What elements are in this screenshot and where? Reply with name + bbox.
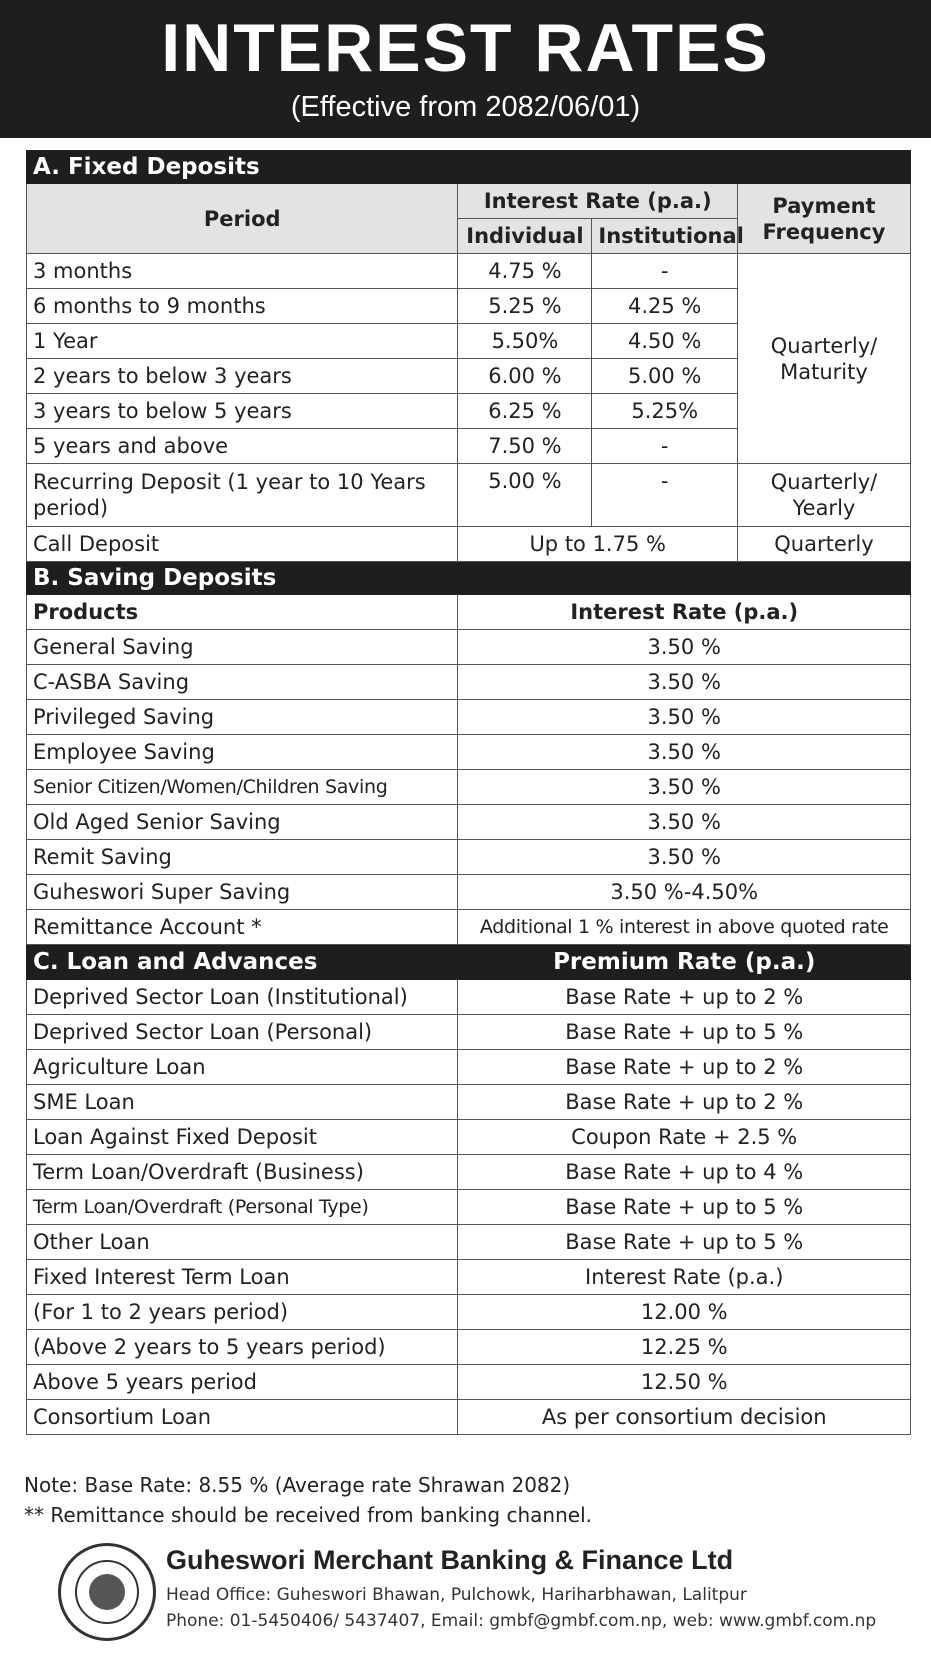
notes bbox=[24, 1470, 592, 1530]
period-cell: 5 years and above bbox=[27, 429, 458, 464]
product-cell: Privileged Saving bbox=[27, 700, 458, 735]
table-row bbox=[27, 527, 911, 562]
table-row bbox=[27, 910, 911, 945]
individual-rate: 5.25 % bbox=[458, 289, 592, 324]
section-loan-advances: C. Loan and Advances bbox=[27, 945, 458, 980]
rate-cell: Base Rate + up to 5 % bbox=[458, 1015, 911, 1050]
individual-rate: 6.00 % bbox=[458, 359, 592, 394]
product-cell: (Above 2 years to 5 years period) bbox=[27, 1330, 458, 1365]
table-row bbox=[27, 665, 911, 700]
rate-cell: 3.50 % bbox=[458, 630, 911, 665]
rate-cell: Coupon Rate + 2.5 % bbox=[458, 1120, 911, 1155]
product-cell: Consortium Loan bbox=[27, 1400, 458, 1435]
rate-cell: 3.50 % bbox=[458, 840, 911, 875]
rate-cell: Interest Rate (p.a.) bbox=[458, 1260, 911, 1295]
period-cell: Call Deposit bbox=[27, 527, 458, 562]
contact-info: Phone: 01-5450406/ 5437407, Email: gmbf@gmbf.com.np, web: www.gmbf.com.np bbox=[166, 1611, 877, 1631]
section-fixed-deposits: A. Fixed Deposits bbox=[27, 151, 911, 184]
frequency-quarterly-yearly: Quarterly/ Yearly bbox=[737, 464, 910, 527]
col-saving-rate: Interest Rate (p.a.) bbox=[458, 595, 911, 630]
col-period: Period bbox=[27, 184, 458, 254]
col-institutional: Institutional bbox=[592, 219, 738, 254]
individual-rate: 6.25 % bbox=[458, 394, 592, 429]
rate-cell: 3.50 %-4.50% bbox=[458, 875, 911, 910]
table-row bbox=[27, 875, 911, 910]
product-cell: Deprived Sector Loan (Institutional) bbox=[27, 980, 458, 1015]
product-cell: Deprived Sector Loan (Personal) bbox=[27, 1015, 458, 1050]
company-name: Guheswori Merchant Banking & Finance Ltd bbox=[166, 1545, 734, 1575]
frequency-quarterly-maturity: Quarterly/ Maturity bbox=[737, 254, 910, 464]
company-seal-icon bbox=[58, 1543, 156, 1641]
note-base-rate: Note: Base Rate: 8.55 % (Average rate Shrawan 2082) bbox=[24, 1473, 571, 1497]
rate-cell: Base Rate + up to 5 % bbox=[458, 1190, 911, 1225]
product-cell: Term Loan/Overdraft (Business) bbox=[27, 1155, 458, 1190]
col-premium-rate: Premium Rate (p.a.) bbox=[458, 945, 911, 980]
table-row bbox=[27, 1400, 911, 1435]
page-title: INTEREST RATES bbox=[161, 10, 770, 86]
rate-cell: 3.50 % bbox=[458, 665, 911, 700]
institutional-rate: 5.25% bbox=[592, 394, 738, 429]
table-row bbox=[27, 1015, 911, 1050]
rate-cell: Base Rate + up to 2 % bbox=[458, 980, 911, 1015]
product-cell: Employee Saving bbox=[27, 735, 458, 770]
table-row bbox=[27, 1330, 911, 1365]
product-cell: Fixed Interest Term Loan bbox=[27, 1260, 458, 1295]
product-cell: Remittance Account * bbox=[27, 910, 458, 945]
institutional-rate: - bbox=[592, 254, 738, 289]
table-row bbox=[27, 1120, 911, 1155]
rate-cell: Base Rate + up to 2 % bbox=[458, 1085, 911, 1120]
rate-cell: Base Rate + up to 2 % bbox=[458, 1050, 911, 1085]
table-row bbox=[27, 735, 911, 770]
table-row bbox=[27, 254, 911, 289]
rate-cell: Additional 1 % interest in above quoted rate bbox=[458, 910, 911, 945]
individual-rate: 5.50% bbox=[458, 324, 592, 359]
footer bbox=[58, 1543, 918, 1648]
col-products: Products bbox=[27, 595, 458, 630]
product-cell: Loan Against Fixed Deposit bbox=[27, 1120, 458, 1155]
table-row bbox=[27, 770, 911, 805]
period-cell: 1 Year bbox=[27, 324, 458, 359]
product-cell: SME Loan bbox=[27, 1085, 458, 1120]
product-cell: General Saving bbox=[27, 630, 458, 665]
table-row bbox=[27, 805, 911, 840]
rate-cell: As per consortium decision bbox=[458, 1400, 911, 1435]
product-cell: C-ASBA Saving bbox=[27, 665, 458, 700]
col-interest-rate: Interest Rate (p.a.) bbox=[458, 184, 738, 219]
table-row bbox=[27, 1295, 911, 1330]
product-cell: Old Aged Senior Saving bbox=[27, 805, 458, 840]
frequency-quarterly: Quarterly bbox=[737, 527, 910, 562]
table-row bbox=[27, 1225, 911, 1260]
product-cell: Senior Citizen/Women/Children Saving bbox=[27, 770, 458, 805]
effective-date: (Effective from 2082/06/01) bbox=[290, 91, 641, 123]
table-row bbox=[27, 1260, 911, 1295]
col-payment-frequency: Payment Frequency bbox=[737, 184, 910, 254]
institutional-rate: 4.50 % bbox=[592, 324, 738, 359]
institutional-rate: 5.00 % bbox=[592, 359, 738, 394]
product-cell: Agriculture Loan bbox=[27, 1050, 458, 1085]
rates-table bbox=[26, 150, 911, 1435]
col-individual: Individual bbox=[458, 219, 592, 254]
table-row bbox=[27, 1190, 911, 1225]
product-cell: Remit Saving bbox=[27, 840, 458, 875]
note-remittance: ** Remittance should be received from banking channel. bbox=[24, 1503, 592, 1527]
period-cell: Recurring Deposit (1 year to 10 Years period) bbox=[27, 464, 458, 527]
period-cell: 3 months bbox=[27, 254, 458, 289]
product-cell: Term Loan/Overdraft (Personal Type) bbox=[27, 1190, 458, 1225]
institutional-rate: 4.25 % bbox=[592, 289, 738, 324]
individual-rate: 4.75 % bbox=[458, 254, 592, 289]
rate-cell: 3.50 % bbox=[458, 735, 911, 770]
rate-cell: 3.50 % bbox=[458, 805, 911, 840]
rate-cell: 3.50 % bbox=[458, 770, 911, 805]
rate-cell: Base Rate + up to 5 % bbox=[458, 1225, 911, 1260]
product-cell: Other Loan bbox=[27, 1225, 458, 1260]
table-row bbox=[27, 464, 911, 527]
call-deposit-rate: Up to 1.75 % bbox=[458, 527, 738, 562]
table-row bbox=[27, 1365, 911, 1400]
rate-cell: Base Rate + up to 4 % bbox=[458, 1155, 911, 1190]
institutional-rate: - bbox=[592, 429, 738, 464]
individual-rate: 7.50 % bbox=[458, 429, 592, 464]
table-row bbox=[27, 630, 911, 665]
section-saving-deposits: B. Saving Deposits bbox=[27, 562, 911, 595]
product-cell: Above 5 years period bbox=[27, 1365, 458, 1400]
table-row bbox=[27, 1085, 911, 1120]
product-cell: Guheswori Super Saving bbox=[27, 875, 458, 910]
rate-cell: 12.00 % bbox=[458, 1295, 911, 1330]
table-row bbox=[27, 700, 911, 735]
rate-cell: 3.50 % bbox=[458, 700, 911, 735]
product-cell: (For 1 to 2 years period) bbox=[27, 1295, 458, 1330]
individual-rate: 5.00 % bbox=[458, 464, 592, 527]
rate-cell: 12.25 % bbox=[458, 1330, 911, 1365]
period-cell: 2 years to below 3 years bbox=[27, 359, 458, 394]
header-banner bbox=[0, 0, 931, 138]
period-cell: 6 months to 9 months bbox=[27, 289, 458, 324]
table-row bbox=[27, 1050, 911, 1085]
period-cell: 3 years to below 5 years bbox=[27, 394, 458, 429]
table-row bbox=[27, 840, 911, 875]
head-office-address: Head Office: Guheswori Bhawan, Pulchowk, Hariharbhawan, Lalitpur bbox=[166, 1585, 747, 1605]
institutional-rate: - bbox=[592, 464, 738, 527]
table-row bbox=[27, 980, 911, 1015]
rate-cell: 12.50 % bbox=[458, 1365, 911, 1400]
table-row bbox=[27, 1155, 911, 1190]
